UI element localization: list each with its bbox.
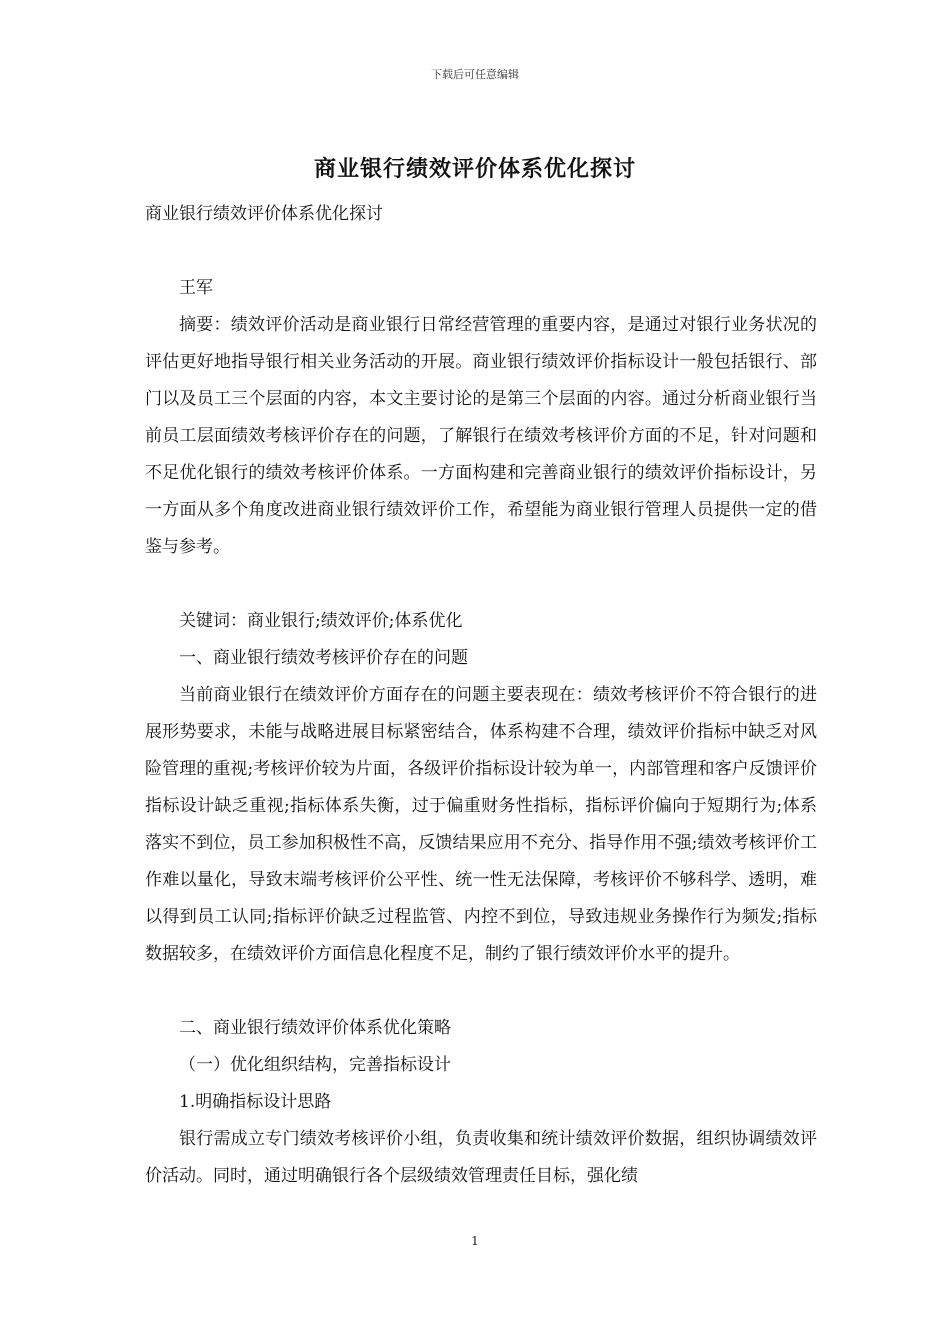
abstract-paragraph: 摘要：绩效评价活动是商业银行日常经营管理的重要内容，是通过对银行业务状况的评估更好地指导银行相关业务活动的开展。商业银行绩效评价指标设计一般包括银行、部门以及员工三个层面的内容，本文主要讨论的是第三个层面的内容。通过分析商业银行当前员工层面绩效考核评价存在的问题，了解银行在绩效考核评价方面的不足，针对问题和不足优化银行的绩效考核评价体系。一方面构建和完善商业银行的绩效评价指标设计，另一方面从多个角度改进商业银行绩效评价工作，希望能为商业银行管理人员提供一定的借鉴与参考。 [145, 315, 817, 557]
section-heading-2: 二、商业银行绩效评价体系优化策略 [179, 1018, 451, 1038]
keywords-line: 关键词：商业银行;绩效评价;体系优化 [179, 611, 463, 631]
header-note: 下载后可任意编辑 [431, 68, 519, 81]
section1-paragraph: 当前商业银行在绩效评价方面存在的问题主要表现在：绩效考核评价不符合银行的进展形势要求，未能与战略进展目标紧密结合，体系构建不合理，绩效评价指标中缺乏对风险管理的重视;考核评价较为片面，各级评价指标设计较为单一，内部管理和客户反馈评价指标设计缺乏重视;指标体系失衡，过于偏重财务性指标，指标评价偏向于短期行为;体系落实不到位，员工参加积极性不高，反馈结果应用不充分、指导作用不强;绩效考核评价工作难以量化，导致末端考核评价公平性、统一性无法保障，考核评价不够科学、透明，难以得到员工认同;指标评价缺乏过程监管、内控不到位，导致违规业务操作行为频发;指标数据较多，在绩效评价方面信息化程度不足，制约了银行绩效评价水平的提升。 [145, 685, 817, 964]
document-subtitle: 商业银行绩效评价体系优化探讨 [145, 204, 383, 224]
section-heading-1: 一、商业银行绩效考核评价存在的问题 [179, 648, 468, 668]
point-heading-1: 1.明确指标设计思路 [179, 1092, 332, 1112]
document-title: 商业银行绩效评价体系优化探讨 [313, 156, 636, 182]
point1-paragraph: 银行需成立专门绩效考核评价小组，负责收集和统计绩效评价数据，组织协调绩效评价活动。同时，通过明确银行各个层级绩效管理责任目标，强化绩 [145, 1129, 817, 1186]
page-number: 1 [471, 1234, 479, 1248]
author-name: 王军 [179, 278, 213, 298]
subsection-heading-1: （一）优化组织结构，完善指标设计 [179, 1055, 451, 1075]
